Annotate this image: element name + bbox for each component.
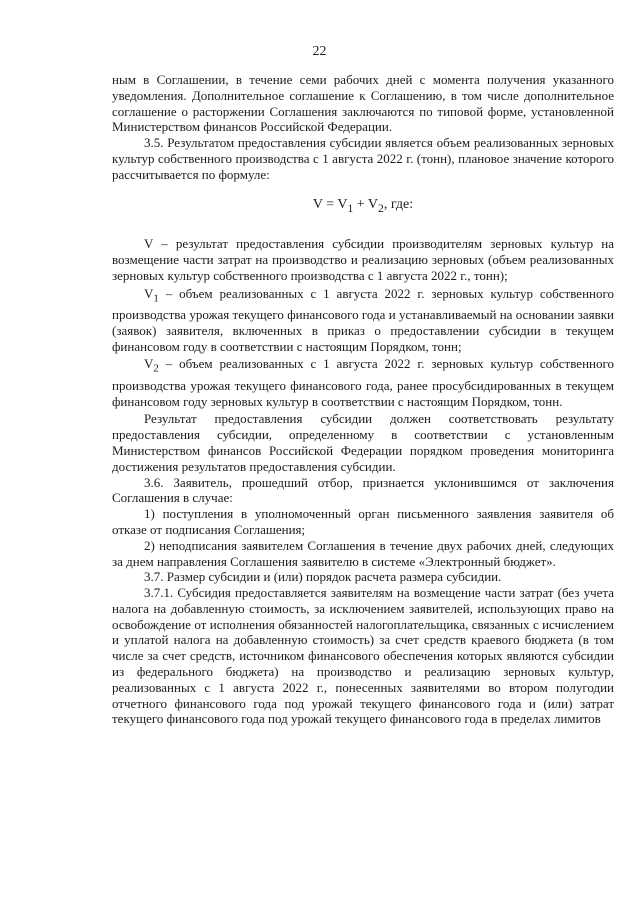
definition-v1-text: – объем реализованных с 1 августа 2022 г. зерновых культур собственного производства урожая текущего финансового года и устанавливаемый на основании заявки (заявок) заявителя, включенных в приказ о предоставлении субсидии в текущем финансовом году в соответствии с настоящим Порядком, тонн; bbox=[112, 285, 614, 354]
formula-rhs: , где: bbox=[383, 196, 414, 212]
paragraph-continuation: ным в Соглашении, в течение семи рабочих дней с момента получения указанного уведомления. Дополнительное соглашение к Соглашению, в том числе дополнительное соглашение о расторжении Соглашения заключаются по типовой форме, установленной Министерством финансов Российской Федерации. bbox=[112, 72, 614, 135]
paragraph-3-6-item-2: 2) неподписания заявителем Соглашения в течение двух рабочих дней, следующих за днем направления Соглашения заявителю в системе «Электронный бюджет». bbox=[112, 537, 614, 569]
definition-v1 bbox=[112, 286, 614, 355]
formula-lhs: V = V bbox=[312, 196, 348, 212]
definition-v1-symbol: V bbox=[144, 285, 154, 301]
definition-v2-symbol: V bbox=[144, 356, 154, 372]
paragraph-3-7: 3.7. Размер субсидии и (или) порядок расчета размера субсидии. bbox=[144, 569, 502, 585]
definition-v2-text: – объем реализованных с 1 августа 2022 г. зерновых культур собственного производства урожая текущего финансового года, ранее просубсидированных в текущем финансовом году зерновых культур в соответствии с настоящим Порядком, тонн. bbox=[112, 356, 614, 409]
document-body bbox=[112, 72, 614, 727]
definition-v2-sub: 2 bbox=[153, 362, 159, 375]
formula-mid: + V bbox=[353, 196, 379, 212]
paragraph-3-5: 3.5. Результатом предоставления субсидии является объем реализованных зерновых культур собственного производства с 1 августа 2022 г. (тонн), плановое значение которого рассчитывается по формуле: bbox=[112, 135, 614, 182]
paragraph-result: Результат предоставления субсидии должен соответствовать результату предоставления субсидии, определенному в соответствии с установленным Министерством финансов Российской Федерации порядком проведения мониторинга достижения результатов предоставления субсидии. bbox=[112, 411, 614, 474]
definition-v1-sub: 1 bbox=[153, 292, 159, 305]
definition-v: V – результат предоставления субсидии производителям зерновых культур на возмещение части затрат на производство и реализацию зерновых (объем реализованных зерновых культур собственного производства с 1 августа 2022 г., тонн); bbox=[112, 236, 614, 283]
formula bbox=[112, 197, 614, 217]
page-number: 22 bbox=[312, 44, 327, 59]
paragraph-3-7-1: 3.7.1. Субсидия предоставляется заявителям на возмещение части затрат (без учета налога на добавленную стоимость, за исключением заявителей, использующих право на освобождение от исполнения обязанностей налогоплательщика, связанных с исчислением и уплатой налога на добавленную стоимость) за счет средств краевого бюджета (в том числе за счет средств, источником финансового обеспечения которых являются субсидии из федерального бюджета) на производство и реализацию зерновых культур, реализованных с 1 августа 2022 г., понесенных заявителями во втором полугодии отчетного финансового года под урожай текущего финансового года и (или) затрат текущего финансового года под урожай текущего финансового года в пределах лимитов bbox=[112, 585, 614, 727]
formula-sub-2: 2 bbox=[378, 201, 384, 215]
paragraph-3-6-item-1: 1) поступления в уполномоченный орган письменного заявления заявителя об отказе от подписания Соглашения; bbox=[112, 506, 614, 537]
definition-v2 bbox=[112, 356, 614, 409]
paragraph-3-6: 3.6. Заявитель, прошедший отбор, признается уклонившимся от заключения Соглашения в случае: bbox=[112, 474, 614, 506]
formula-sub-1: 1 bbox=[347, 201, 354, 215]
